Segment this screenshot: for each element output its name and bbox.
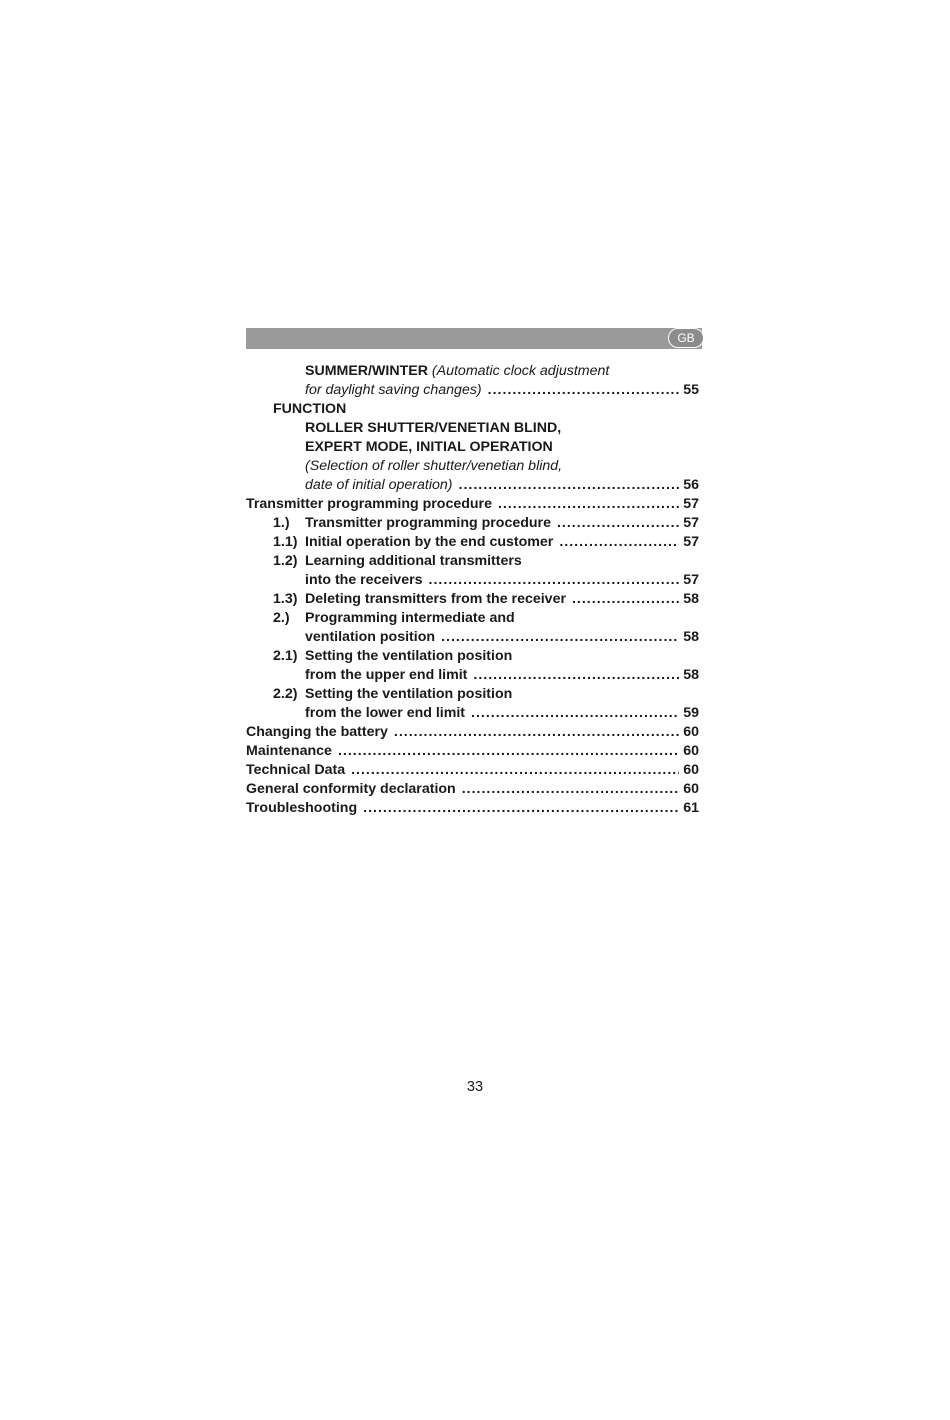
toc-entry-function xyxy=(246,400,699,419)
toc-entry-1[interactable] xyxy=(246,514,699,533)
toc-entry-number: 2.2) xyxy=(273,686,298,702)
toc-entry-title: Setting the ventilation position xyxy=(305,686,513,702)
toc-entry-title: Deleting transmitters from the receiver xyxy=(305,591,566,607)
toc-page-number: 60 xyxy=(683,762,699,778)
toc-entry-title: Learning additional transmitters xyxy=(305,553,522,569)
toc-entry-title: General conformity declaration xyxy=(246,781,456,797)
toc-page-number: 60 xyxy=(683,781,699,797)
toc-entry-transmitter-programming[interactable] xyxy=(246,495,699,514)
toc-entry-roller-shutter-line1[interactable] xyxy=(246,419,699,438)
toc-entry-technical-data[interactable] xyxy=(246,761,699,780)
toc-entry-2-line1[interactable] xyxy=(246,609,699,628)
toc-leader xyxy=(559,533,679,552)
toc-entry-number: 2.1) xyxy=(273,648,298,664)
toc-page-number: 56 xyxy=(683,477,699,493)
toc-page-number: 57 xyxy=(683,572,699,588)
toc-entry-roller-shutter-line2[interactable] xyxy=(246,438,699,457)
toc-entry-2-1-line2[interactable] xyxy=(246,666,699,685)
toc-entry-number: 1.1) xyxy=(273,534,298,550)
header-bar xyxy=(246,328,702,349)
toc-entry-description: date of initial operation) xyxy=(305,477,453,493)
toc-page-number: 60 xyxy=(683,743,699,759)
toc-entry-title: Initial operation by the end customer xyxy=(305,534,554,550)
toc-leader xyxy=(473,666,679,685)
toc-entry-title: Setting the ventilation position xyxy=(305,648,513,664)
toc-entry-number: 2.) xyxy=(273,610,290,626)
page-number: 33 xyxy=(466,1079,484,1095)
toc-entry-title: from the lower end limit xyxy=(305,705,466,721)
toc-page-number: 57 xyxy=(683,515,699,531)
toc-entry-number: 1.) xyxy=(273,515,290,531)
toc-entry-title: Maintenance xyxy=(246,743,332,759)
toc-entry-1-2-line2[interactable] xyxy=(246,571,699,590)
language-badge: GB xyxy=(668,328,704,348)
toc-entry-changing-battery[interactable] xyxy=(246,723,699,742)
toc-leader xyxy=(338,742,679,761)
toc-leader xyxy=(471,704,679,723)
toc-entry-description: (Selection of roller shutter/venetian blind, xyxy=(305,458,563,474)
toc-page-number: 60 xyxy=(683,724,699,740)
toc-entry-description: (Automatic clock adjustment xyxy=(431,363,610,379)
toc-entry-roller-shutter-line3[interactable] xyxy=(246,457,699,476)
toc-entry-title: ventilation position xyxy=(305,629,436,645)
toc-entry-troubleshooting[interactable] xyxy=(246,799,699,818)
toc-entry-title: from the upper end limit xyxy=(305,667,468,683)
toc-leader xyxy=(394,723,679,742)
toc-entry-title: Technical Data xyxy=(246,762,346,778)
toc-entry-2-line2[interactable] xyxy=(246,628,699,647)
toc-leader xyxy=(459,476,680,495)
toc-entry-conformity[interactable] xyxy=(246,780,699,799)
toc-leader xyxy=(429,571,680,590)
toc-entry-title: into the receivers xyxy=(305,572,423,588)
toc-leader xyxy=(462,780,680,799)
toc-entry-description: for daylight saving changes) xyxy=(305,382,482,398)
toc-entry-1-3[interactable] xyxy=(246,590,699,609)
toc-entry-roller-shutter-line4[interactable] xyxy=(246,476,699,495)
toc-leader xyxy=(488,381,680,400)
toc-entry-title: ROLLER SHUTTER/VENETIAN BLIND, xyxy=(305,420,562,436)
toc-section-heading: FUNCTION xyxy=(273,401,347,417)
toc-entry-title: EXPERT MODE, INITIAL OPERATION xyxy=(305,439,553,455)
toc-entry-title: Programming intermediate and xyxy=(305,610,515,626)
toc-entry-number: 1.3) xyxy=(273,591,298,607)
toc-entry-maintenance[interactable] xyxy=(246,742,699,761)
toc-entry-1-1[interactable] xyxy=(246,533,699,552)
toc-leader xyxy=(572,590,679,609)
toc-entry-2-2-line1[interactable] xyxy=(246,685,699,704)
toc-page-number: 61 xyxy=(683,800,699,816)
toc-entry-2-1-line1[interactable] xyxy=(246,647,699,666)
toc-page-number: 58 xyxy=(683,629,699,645)
toc-page-number: 55 xyxy=(683,382,699,398)
toc-entry-2-2-line2[interactable] xyxy=(246,704,699,723)
toc-entry-title: Troubleshooting xyxy=(246,800,358,816)
toc-leader xyxy=(363,799,679,818)
toc-entry-title: Changing the battery xyxy=(246,724,388,740)
toc-page-number: 59 xyxy=(683,705,699,721)
toc-entry-1-2-line1[interactable] xyxy=(246,552,699,571)
table-of-contents xyxy=(246,362,699,818)
toc-leader xyxy=(351,761,679,780)
toc-page-number: 57 xyxy=(683,534,699,550)
toc-entry-title: SUMMER/WINTER xyxy=(305,363,428,379)
toc-page-number: 57 xyxy=(683,496,699,512)
toc-page-number: 58 xyxy=(683,591,699,607)
toc-entry-title: Transmitter programming procedure xyxy=(305,515,551,531)
toc-entry-summer-winter-line1[interactable] xyxy=(246,362,699,381)
toc-leader xyxy=(557,514,679,533)
toc-entry-summer-winter-line2[interactable] xyxy=(246,381,699,400)
toc-leader xyxy=(498,495,679,514)
toc-leader xyxy=(441,628,679,647)
toc-entry-title: Transmitter programming procedure xyxy=(246,496,492,512)
toc-page-number: 58 xyxy=(683,667,699,683)
toc-entry-number: 1.2) xyxy=(273,553,298,569)
